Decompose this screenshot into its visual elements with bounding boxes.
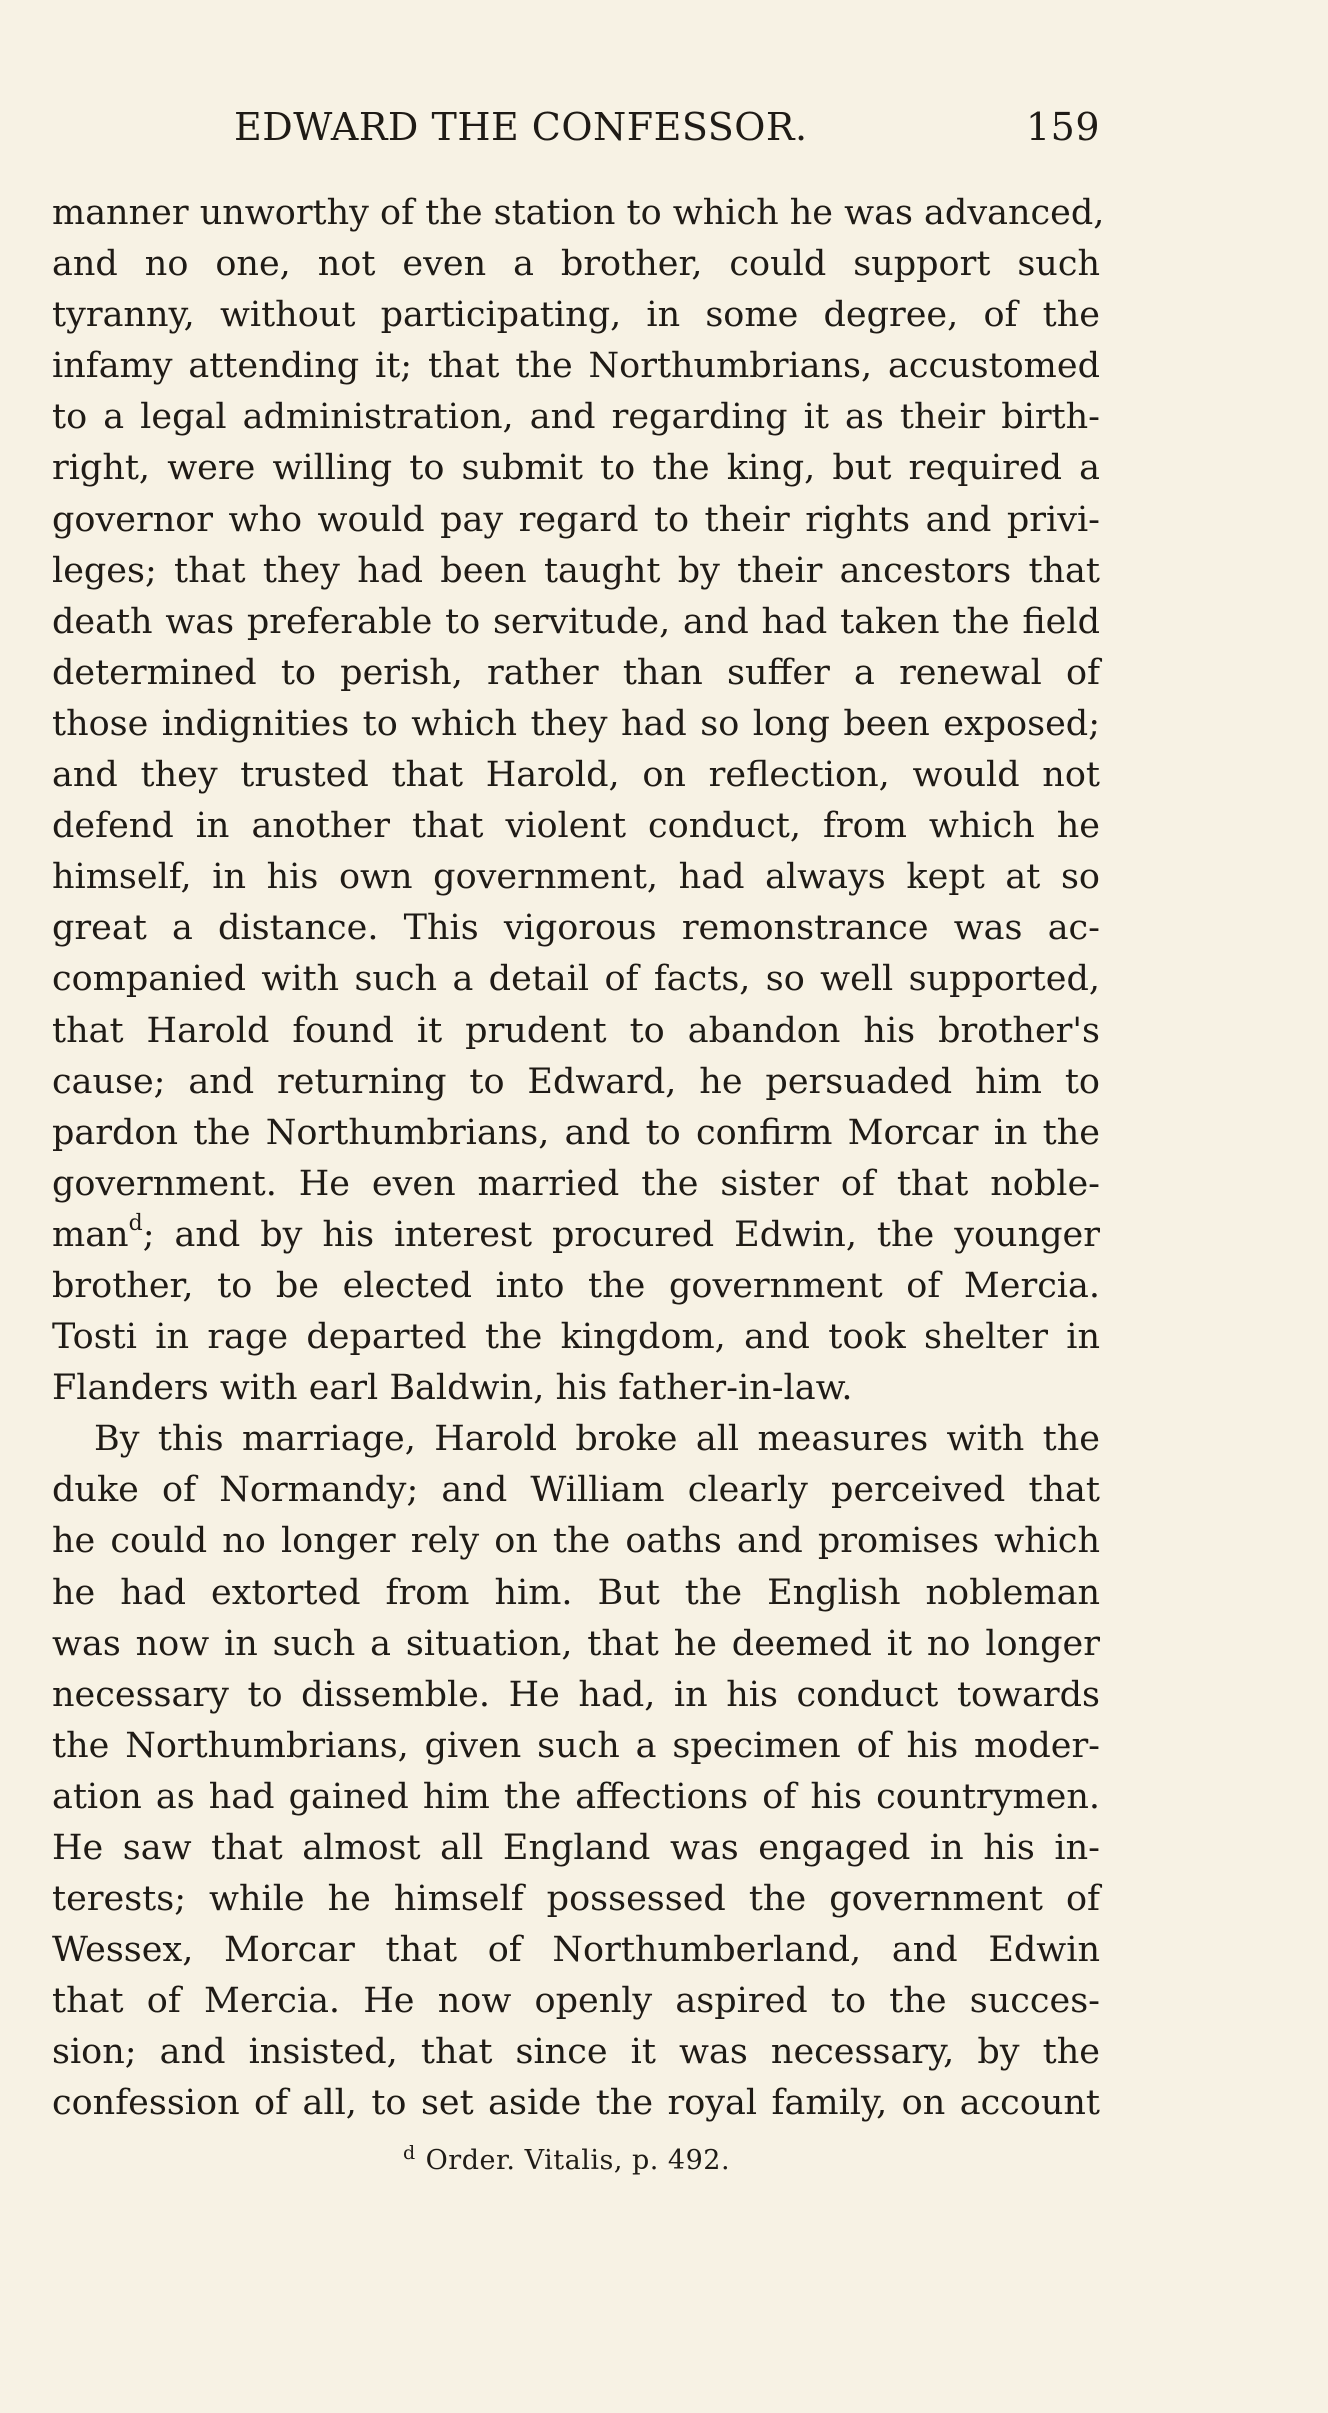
text-line: duke of Normandy; and William clearly perceived that	[52, 1470, 1100, 1511]
text-line: brother, to be elected into the government of Mercia.	[52, 1265, 1100, 1306]
text-fragment: ; and by his interest procured Edwin, the younger	[142, 1214, 1100, 1255]
text-line: tyranny, without participating, in some degree, of the	[52, 295, 1100, 336]
text-line: Wessex, Morcar that of Northumberland, and Edwin	[52, 1930, 1100, 1971]
text-line: By this marriage, Harold broke all measures with the	[94, 1419, 1100, 1460]
text-line: that Harold found it prudent to abandon his brother's	[52, 1010, 1100, 1051]
text-line-with-footnote-ref	[52, 1210, 1100, 1261]
text-line: death was preferable to servitude, and had taken the field	[52, 601, 1100, 642]
text-line: he had extorted from him. But the English nobleman	[52, 1572, 1100, 1613]
text-line: those indignities to which they had so long been exposed;	[52, 703, 1100, 744]
text-line: governor who would pay regard to their rights and privi-	[52, 499, 1100, 540]
text-line: himself, in his own government, had always kept at so	[52, 857, 1100, 898]
running-head	[52, 105, 1100, 165]
running-title: EDWARD THE CONFESSOR.	[234, 105, 808, 149]
text-line: cause; and returning to Edward, he persuaded him to	[52, 1061, 1100, 1102]
text-line: was now in such a situation, that he deemed it no longer	[52, 1623, 1100, 1664]
text-line: that of Mercia. He now openly aspired to the succes-	[52, 1981, 1100, 2022]
text-line: ation as had gained him the affections of his countrymen.	[52, 1776, 1100, 1817]
text-fragment: man	[52, 1214, 129, 1255]
footnote-text: Order. Vitalis, p. 492.	[425, 2145, 731, 2176]
text-line: manner unworthy of the station to which he was advanced,	[52, 193, 1105, 233]
body-text	[52, 188, 1105, 2130]
text-line: government. He even married the sister of that noble-	[52, 1163, 1100, 1204]
text-line: He saw that almost all England was engaged in his in-	[52, 1828, 1100, 1868]
text-line: terests; while he himself possessed the government of	[52, 1879, 1100, 1920]
text-line: and they trusted that Harold, on reflection, would not	[52, 755, 1100, 796]
footnote	[403, 2142, 731, 2176]
text-line: defend in another that violent conduct, from which he	[52, 806, 1100, 847]
footnote-reference: d	[128, 1211, 143, 1237]
page-number: 159	[1025, 105, 1100, 149]
text-line: great a distance. This vigorous remonstrance was ac-	[52, 908, 1100, 949]
text-line: companied with such a detail of facts, so well supported,	[52, 959, 1100, 1000]
text-line: to a legal administration, and regarding it as their birth-	[52, 397, 1100, 438]
text-line: confession of all, to set aside the royal family, on account	[52, 2083, 1100, 2124]
text-line: sion; and insisted, that since it was necessary, by the	[52, 2032, 1100, 2073]
text-line: leges; that they had been taught by their ancestors that	[52, 550, 1100, 591]
text-line: and no one, not even a brother, could support such	[52, 244, 1100, 285]
footnote-mark: d	[403, 2142, 416, 2164]
text-line: pardon the Northumbrians, and to confirm Morcar in the	[52, 1112, 1100, 1153]
text-line: he could no longer rely on the oaths and promises which	[52, 1521, 1100, 1562]
text-line: the Northumbrians, given such a specimen of his moder-	[52, 1725, 1100, 1766]
text-line: determined to perish, rather than suffer a renewal of	[52, 652, 1100, 693]
text-line: right, were willing to submit to the king, but required a	[52, 448, 1100, 489]
text-line: Flanders with earl Baldwin, his father-in-law.	[52, 1368, 853, 1409]
text-line: Tosti in rage departed the kingdom, and took shelter in	[52, 1317, 1100, 1358]
text-line: infamy attending it; that the Northumbrians, accustomed	[52, 346, 1100, 387]
text-line: necessary to dissemble. He had, in his conduct towards	[52, 1674, 1100, 1715]
